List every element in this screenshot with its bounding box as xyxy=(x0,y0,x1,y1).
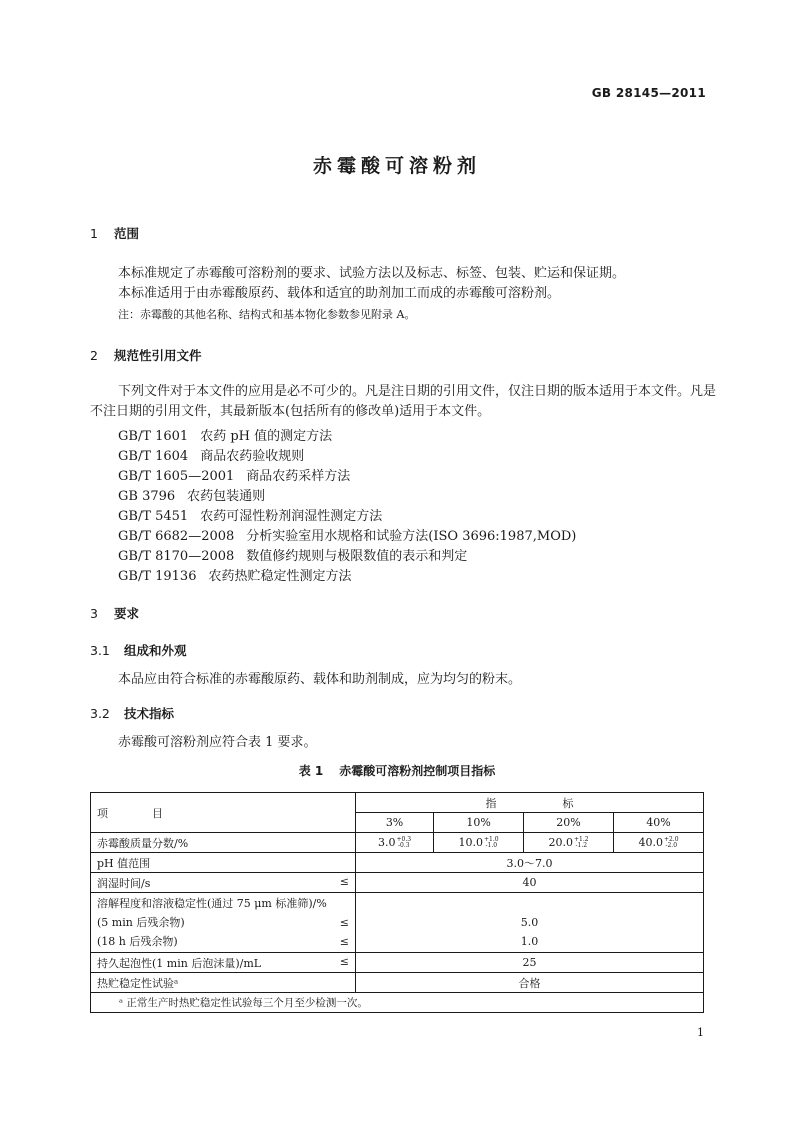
standard-number: GB 28145—2011 xyxy=(591,86,706,100)
leq-operator: ≤ xyxy=(339,954,349,968)
tolerance-minus: -0.3 xyxy=(398,842,410,849)
section-3-heading xyxy=(90,604,139,622)
reference-item xyxy=(118,545,467,564)
spec-table xyxy=(90,792,704,1013)
section-3-2-heading xyxy=(90,704,174,722)
value-cell: 3.0～7.0 xyxy=(356,853,704,873)
section-title: 技术指标 xyxy=(124,706,175,721)
page-number: 1 xyxy=(697,1026,704,1039)
value-cell xyxy=(524,833,614,853)
row-sublabel-text: (18 h 后残余物) xyxy=(97,935,178,948)
value-cell xyxy=(356,833,434,853)
section-3-1-heading xyxy=(90,641,187,659)
row-label xyxy=(91,873,356,893)
value-cell: 25 xyxy=(356,953,704,973)
section-number: 3.2 xyxy=(90,706,110,721)
reference-title: 农药热贮稳定性测定方法 xyxy=(208,569,352,584)
reference-code: GB/T 1605—2001 xyxy=(118,469,235,484)
reference-code: GB/T 5451 xyxy=(118,509,189,524)
tolerance xyxy=(484,837,499,849)
tolerance xyxy=(397,837,412,849)
row-label: pH 值范围 xyxy=(91,853,356,873)
reference-title: 农药包装通则 xyxy=(187,489,266,504)
table-header-row xyxy=(91,793,704,813)
row-label: 热贮稳定性试验ᵃ xyxy=(91,973,356,993)
reference-code: GB/T 8170—2008 xyxy=(118,549,235,564)
leq-operator: ≤ xyxy=(339,935,349,948)
value-base: 20.0 xyxy=(548,836,573,849)
table-row xyxy=(91,973,704,993)
value-base: 3.0 xyxy=(378,836,396,849)
table-footnote-row xyxy=(91,993,704,1013)
section-title: 规范性引用文件 xyxy=(114,348,202,363)
value-cell xyxy=(614,833,704,853)
scope-paragraph-2: 本标准适用于由赤霉酸原药、载体和适宜的助剂加工而成的赤霉酸可溶粉剂。 xyxy=(118,286,561,301)
tolerance-plus: +0.3 xyxy=(396,836,412,843)
reference-title: 分析实验室用水规格和试验方法(ISO 3696:1987,MOD) xyxy=(246,529,577,544)
reference-code: GB/T 19136 xyxy=(118,569,197,584)
tolerance xyxy=(664,837,679,849)
table-footnote: ᵃ 正常生产时热贮稳定性试验每三个月至少检测一次。 xyxy=(91,993,704,1013)
reference-code: GB/T 6682—2008 xyxy=(118,529,235,544)
tolerance-plus: +1.2 xyxy=(573,836,589,843)
reference-item xyxy=(118,525,576,544)
reference-title: 农药 pH 值的测定方法 xyxy=(200,429,333,444)
table-row xyxy=(91,873,704,893)
value-line: 1.0 xyxy=(520,935,539,948)
section-title: 要求 xyxy=(114,606,140,621)
reference-title: 商品农药采样方法 xyxy=(246,469,351,484)
tolerance-minus: -2.0 xyxy=(665,842,678,849)
section-3-1-text: 本品应由符合标准的赤霉酸原药、载体和助剂制成，应为均匀的粉末。 xyxy=(118,672,522,687)
leq-operator: ≤ xyxy=(339,916,349,929)
table-row xyxy=(91,833,704,853)
concentration-header: 10% xyxy=(434,813,524,833)
section-number: 3 xyxy=(90,606,98,621)
normative-intro: 下列文件对于本文件的应用是必不可少的。凡是注日期的引用文件，仅注日期的版本适用于本文件。凡是不注日期的引用文件，其最新版本(包括所有的修改单)适用于本文件。 xyxy=(90,384,717,419)
concentration-header: 20% xyxy=(524,813,614,833)
section-title: 组成和外观 xyxy=(124,643,187,658)
header-index-cell: 指 标 xyxy=(356,793,704,813)
table-number: 表 1 xyxy=(298,764,324,778)
reference-title: 商品农药验收规则 xyxy=(200,449,305,464)
value-base: 10.0 xyxy=(458,836,484,849)
row-sublabel xyxy=(97,913,349,932)
concentration-header: 3% xyxy=(356,813,434,833)
section-3-2-text: 赤霉酸可溶粉剂应符合表 1 要求。 xyxy=(118,735,317,750)
reference-code: GB 3796 xyxy=(118,489,176,504)
table-row xyxy=(91,893,704,953)
value-base: 40.0 xyxy=(638,836,663,849)
value-cell xyxy=(434,833,524,853)
document-title: 赤霉酸可溶粉剂 xyxy=(312,155,481,177)
reference-item xyxy=(118,565,352,584)
header-item-cell: 项 目 xyxy=(91,793,356,833)
value-line: 5.0 xyxy=(520,916,539,929)
section-number: 2 xyxy=(90,348,98,363)
reference-item xyxy=(118,425,332,444)
tolerance xyxy=(574,837,589,849)
tolerance-plus: +2.0 xyxy=(663,836,679,843)
reference-item xyxy=(118,445,304,464)
section-1-heading xyxy=(90,224,139,242)
reference-code: GB/T 1601 xyxy=(118,429,189,444)
row-label: 赤霉酸质量分数/% xyxy=(91,833,356,853)
tolerance-minus: -1.0 xyxy=(485,842,498,849)
reference-title: 农药可湿性粉剂润湿性测定方法 xyxy=(200,509,383,524)
table-caption xyxy=(0,762,794,779)
tolerance-minus: -1.2 xyxy=(575,842,588,849)
row-label-text: 持久起泡性(1 min 后泡沫量)/mL xyxy=(97,956,262,970)
section-title: 范围 xyxy=(114,226,140,241)
concentration-header: 40% xyxy=(614,813,704,833)
reference-item xyxy=(118,505,382,524)
section-number: 1 xyxy=(90,226,98,241)
row-label xyxy=(91,893,356,953)
table-title: 赤霉酸可溶粉剂控制项目指标 xyxy=(339,764,496,778)
section-number: 3.1 xyxy=(90,643,110,658)
scope-paragraph-1: 本标准规定了赤霉酸可溶粉剂的要求、试验方法以及标志、标签、包装、贮运和保证期。 xyxy=(118,266,626,281)
section-2-heading xyxy=(90,346,202,364)
table-row xyxy=(91,853,704,873)
tolerance-plus: +1.0 xyxy=(484,836,499,843)
row-label xyxy=(91,953,356,973)
value-cell: 40 xyxy=(356,873,704,893)
row-sublabel xyxy=(97,932,349,951)
row-sublabel-text: (5 min 后残余物) xyxy=(97,916,185,929)
reference-title: 数值修约规则与极限数值的表示和判定 xyxy=(246,549,468,564)
value-cell xyxy=(356,893,704,953)
reference-code: GB/T 1604 xyxy=(118,449,189,464)
scope-note: 注：赤霉酸的其他名称、结构式和基本物化参数参见附录 A。 xyxy=(118,308,416,321)
row-label-text: 溶解程度和溶液稳定性(通过 75 μm 标准筛)/% xyxy=(97,897,327,910)
reference-item xyxy=(118,465,350,484)
value-cell: 合格 xyxy=(356,973,704,993)
leq-operator: ≤ xyxy=(339,874,349,888)
table-row xyxy=(91,953,704,973)
row-label-text: 润湿时间/s xyxy=(97,876,151,890)
reference-item xyxy=(118,485,265,504)
